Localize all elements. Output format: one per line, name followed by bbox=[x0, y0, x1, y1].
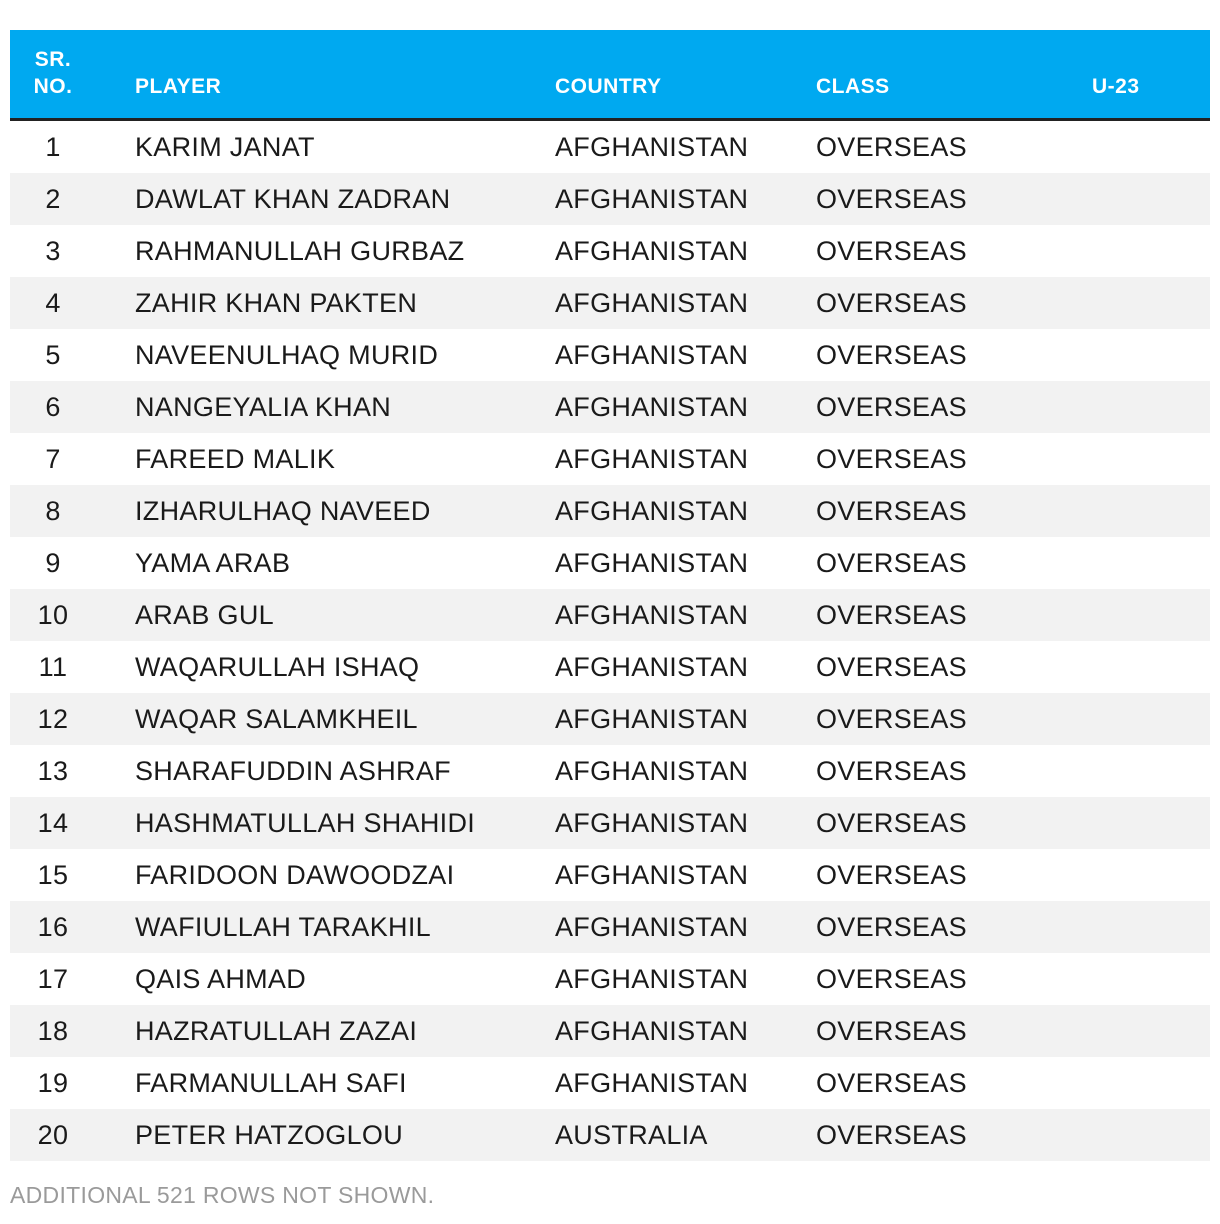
sr-cell: 1 bbox=[45, 132, 61, 162]
table-body bbox=[10, 121, 1210, 1161]
class-cell: OVERSEAS bbox=[816, 132, 967, 162]
class-cell: OVERSEAS bbox=[816, 600, 967, 630]
country-cell: AFGHANISTAN bbox=[555, 652, 749, 682]
sr-cell: 7 bbox=[45, 444, 61, 474]
country-cell: AFGHANISTAN bbox=[555, 548, 749, 578]
sr-cell: 16 bbox=[37, 912, 69, 942]
country-cell: AFGHANISTAN bbox=[555, 392, 749, 422]
header-class: CLASS bbox=[816, 75, 890, 98]
class-cell: OVERSEAS bbox=[816, 1120, 967, 1150]
players-table bbox=[10, 30, 1210, 1161]
country-cell: AFGHANISTAN bbox=[555, 1016, 749, 1046]
country-cell: AFGHANISTAN bbox=[555, 600, 749, 630]
player-cell: QAIS AHMAD bbox=[135, 964, 307, 994]
player-cell: HAZRATULLAH ZAZAI bbox=[135, 1016, 418, 1046]
class-cell: OVERSEAS bbox=[816, 1068, 967, 1098]
table-row bbox=[10, 1109, 1210, 1161]
footnote: ADDITIONAL 521 ROWS NOT SHOWN. bbox=[10, 1182, 435, 1208]
country-cell: AFGHANISTAN bbox=[555, 132, 749, 162]
player-cell: FAREED MALIK bbox=[135, 444, 336, 474]
class-cell: OVERSEAS bbox=[816, 808, 967, 838]
table-header bbox=[10, 30, 1210, 121]
player-cell: KARIM JANAT bbox=[135, 132, 315, 162]
table-row bbox=[10, 121, 1210, 173]
header-player: PLAYER bbox=[135, 75, 222, 98]
table-row bbox=[10, 1057, 1210, 1109]
player-cell: SHARAFUDDIN ASHRAF bbox=[135, 756, 451, 786]
table-row bbox=[10, 1005, 1210, 1057]
country-cell: AFGHANISTAN bbox=[555, 1068, 749, 1098]
table-row bbox=[10, 329, 1210, 381]
class-cell: OVERSEAS bbox=[816, 860, 967, 890]
table-row bbox=[10, 745, 1210, 797]
country-cell: AFGHANISTAN bbox=[555, 912, 749, 942]
class-cell: OVERSEAS bbox=[816, 496, 967, 526]
class-cell: OVERSEAS bbox=[816, 756, 967, 786]
player-cell: DAWLAT KHAN ZADRAN bbox=[135, 184, 451, 214]
table-row bbox=[10, 485, 1210, 537]
class-cell: OVERSEAS bbox=[816, 652, 967, 682]
class-cell: OVERSEAS bbox=[816, 704, 967, 734]
header-country: COUNTRY bbox=[555, 75, 662, 98]
table-row bbox=[10, 693, 1210, 745]
sr-cell: 17 bbox=[37, 964, 69, 994]
class-cell: OVERSEAS bbox=[816, 912, 967, 942]
table-row bbox=[10, 589, 1210, 641]
country-cell: AFGHANISTAN bbox=[555, 236, 749, 266]
sr-cell: 20 bbox=[37, 1120, 69, 1150]
player-cell: FARIDOON DAWOODZAI bbox=[135, 860, 455, 890]
table-row bbox=[10, 953, 1210, 1005]
header-u23: U-23 bbox=[1092, 75, 1140, 98]
player-cell: RAHMANULLAH GURBAZ bbox=[135, 236, 465, 266]
class-cell: OVERSEAS bbox=[816, 340, 967, 370]
table-row bbox=[10, 277, 1210, 329]
class-cell: OVERSEAS bbox=[816, 392, 967, 422]
country-cell: AFGHANISTAN bbox=[555, 340, 749, 370]
table-row bbox=[10, 797, 1210, 849]
country-cell: AFGHANISTAN bbox=[555, 288, 749, 318]
country-cell: AUSTRALIA bbox=[555, 1120, 708, 1150]
player-cell: FARMANULLAH SAFI bbox=[135, 1068, 407, 1098]
class-cell: OVERSEAS bbox=[816, 236, 967, 266]
class-cell: OVERSEAS bbox=[816, 184, 967, 214]
table-row bbox=[10, 225, 1210, 277]
table-row bbox=[10, 849, 1210, 901]
table-row bbox=[10, 537, 1210, 589]
country-cell: AFGHANISTAN bbox=[555, 964, 749, 994]
country-cell: AFGHANISTAN bbox=[555, 184, 749, 214]
sr-cell: 15 bbox=[37, 860, 69, 890]
sr-cell: 4 bbox=[45, 288, 61, 318]
player-cell: HASHMATULLAH SHAHIDI bbox=[135, 808, 476, 838]
header-sr-no: SR. NO. bbox=[33, 48, 73, 98]
table-row bbox=[10, 433, 1210, 485]
class-cell: OVERSEAS bbox=[816, 444, 967, 474]
class-cell: OVERSEAS bbox=[816, 288, 967, 318]
country-cell: AFGHANISTAN bbox=[555, 808, 749, 838]
country-cell: AFGHANISTAN bbox=[555, 444, 749, 474]
table-row bbox=[10, 173, 1210, 225]
sr-cell: 2 bbox=[45, 184, 61, 214]
player-cell: ARAB GUL bbox=[135, 600, 274, 630]
country-cell: AFGHANISTAN bbox=[555, 756, 749, 786]
class-cell: OVERSEAS bbox=[816, 548, 967, 578]
class-cell: OVERSEAS bbox=[816, 1016, 967, 1046]
sr-cell: 11 bbox=[38, 652, 68, 682]
table-row bbox=[10, 381, 1210, 433]
player-cell: IZHARULHAQ NAVEED bbox=[135, 496, 431, 526]
sr-cell: 12 bbox=[37, 704, 69, 734]
player-cell: WAQAR SALAMKHEIL bbox=[135, 704, 418, 734]
table-row bbox=[10, 641, 1210, 693]
player-cell: NANGEYALIA KHAN bbox=[135, 392, 392, 422]
sr-cell: 18 bbox=[37, 1016, 69, 1046]
player-cell: WAFIULLAH TARAKHIL bbox=[135, 912, 431, 942]
player-cell: WAQARULLAH ISHAQ bbox=[135, 652, 420, 682]
sr-cell: 8 bbox=[45, 496, 61, 526]
sr-cell: 9 bbox=[45, 548, 61, 578]
class-cell: OVERSEAS bbox=[816, 964, 967, 994]
sr-cell: 3 bbox=[45, 236, 61, 266]
sr-cell: 13 bbox=[37, 756, 69, 786]
player-cell: PETER HATZOGLOU bbox=[135, 1120, 404, 1150]
country-cell: AFGHANISTAN bbox=[555, 704, 749, 734]
sr-cell: 10 bbox=[37, 600, 69, 630]
player-cell: YAMA ARAB bbox=[135, 548, 291, 578]
sr-cell: 14 bbox=[37, 808, 69, 838]
sr-cell: 19 bbox=[37, 1068, 69, 1098]
player-cell: ZAHIR KHAN PAKTEN bbox=[135, 288, 418, 318]
sr-cell: 6 bbox=[45, 392, 61, 422]
country-cell: AFGHANISTAN bbox=[555, 860, 749, 890]
sr-cell: 5 bbox=[45, 340, 61, 370]
table-row bbox=[10, 901, 1210, 953]
country-cell: AFGHANISTAN bbox=[555, 496, 749, 526]
player-cell: NAVEENULHAQ MURID bbox=[135, 340, 439, 370]
